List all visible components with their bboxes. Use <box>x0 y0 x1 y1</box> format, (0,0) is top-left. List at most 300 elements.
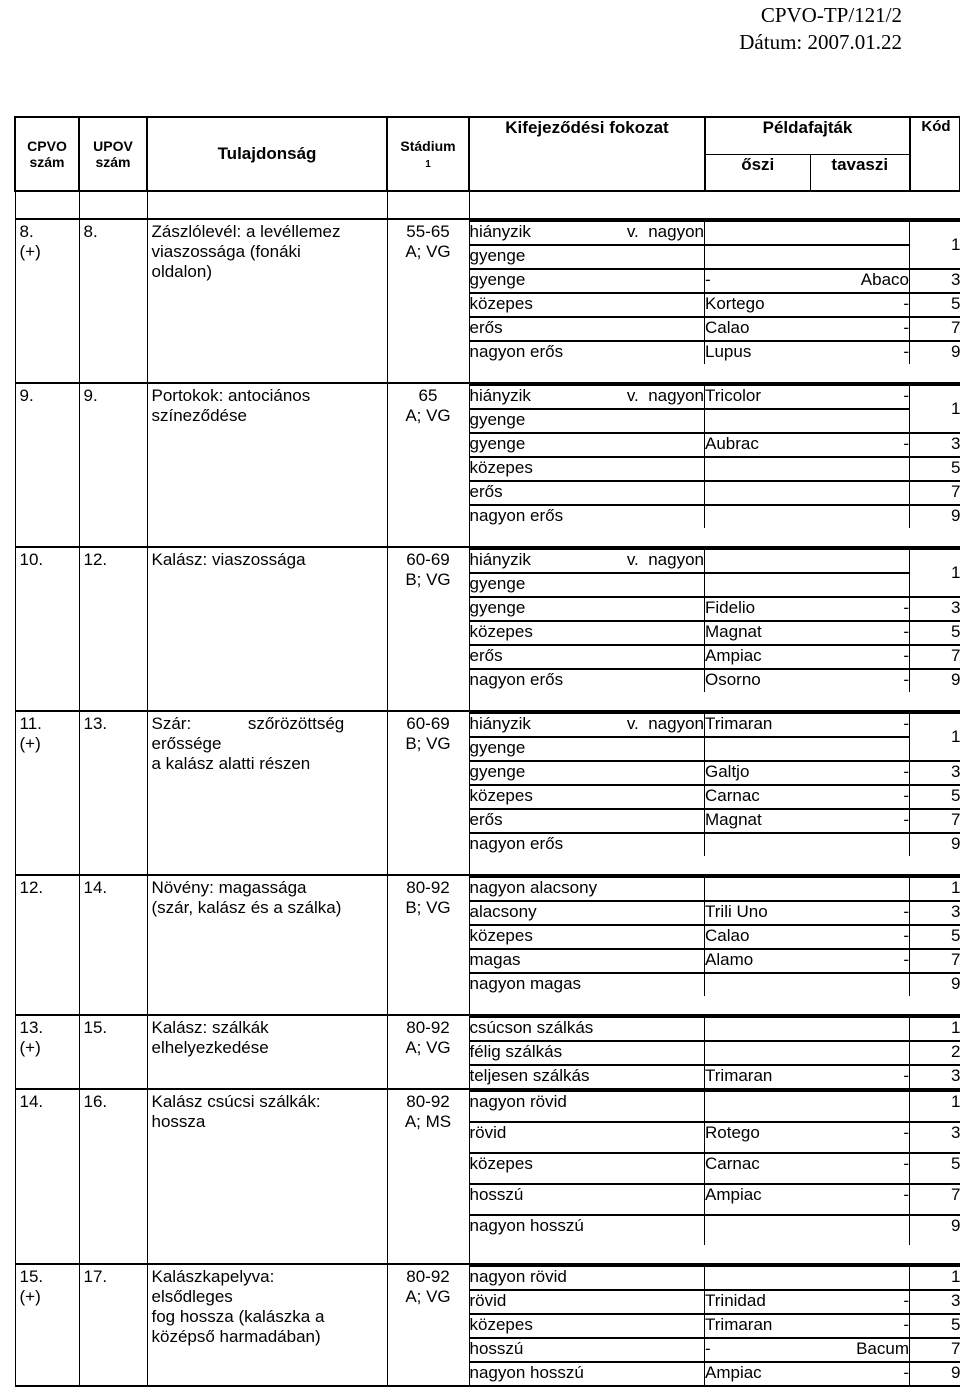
example-autumn: Galtjo <box>705 761 810 785</box>
example-autumn <box>705 457 810 481</box>
expression-level-cont <box>470 409 960 433</box>
row-spacer <box>15 692 960 711</box>
example-autumn: Ampiac <box>705 645 810 669</box>
document-date: Dátum: 2007.01.22 <box>739 29 902 56</box>
characteristic-row <box>15 383 960 528</box>
example-spring: - <box>810 1065 910 1088</box>
expression-table <box>470 220 960 364</box>
example-spring <box>810 221 910 245</box>
example-spring: - <box>810 925 910 949</box>
expression-level <box>470 925 960 949</box>
expression-level <box>470 1122 960 1153</box>
col-header-stage <box>387 117 469 191</box>
example-spring: - <box>810 621 910 645</box>
expression-level <box>470 221 960 245</box>
spacer-cell <box>147 364 387 383</box>
expression-label: rövid <box>470 1290 705 1314</box>
property-line: Portokok: antociános <box>152 386 383 406</box>
upov-number-cell <box>79 219 147 364</box>
col-header-expression: Kifejeződési fokozat <box>470 118 705 190</box>
note-code: 9 <box>910 505 960 528</box>
property-cell <box>147 547 387 692</box>
expression-label: gyenge <box>470 433 705 457</box>
expression-label: nagyon alacsony <box>470 877 705 901</box>
note-code: 7 <box>910 949 960 973</box>
characteristics-table <box>14 116 960 1387</box>
expression-table <box>470 384 960 528</box>
example-spring <box>810 1017 910 1041</box>
example-spring: - <box>810 713 910 737</box>
stage-cell <box>387 547 469 692</box>
example-spring-empty <box>810 737 910 761</box>
example-autumn: Tricolor <box>705 385 810 409</box>
cpvo-number-cell <box>15 711 79 856</box>
spacer-cell <box>147 996 387 1015</box>
property-line: fog hossza (kalászka a <box>152 1307 383 1327</box>
col-header-cpvo <box>15 117 79 191</box>
example-autumn: Lupus <box>705 341 810 364</box>
col-header-upov <box>79 117 147 191</box>
example-autumn: - <box>705 1338 810 1362</box>
example-autumn <box>705 1215 810 1245</box>
expression-label: közepes <box>470 293 705 317</box>
example-autumn-empty <box>705 409 810 433</box>
expression-level <box>470 1017 960 1041</box>
upov-number-cell <box>79 1089 147 1245</box>
spacer-cell <box>79 856 147 875</box>
col-header-cpvo-l1: CPVO <box>16 138 78 154</box>
stage-cell <box>387 383 469 528</box>
spacer-cell <box>469 996 960 1015</box>
example-spring: - <box>810 949 910 973</box>
expression-label-cont: gyenge <box>470 573 705 597</box>
example-autumn-empty <box>705 573 810 597</box>
characteristic-row <box>15 875 960 996</box>
expression-label <box>470 549 705 573</box>
note-code: 1 <box>910 221 960 269</box>
col-header-code: Kód <box>910 118 960 190</box>
note-code: 7 <box>910 481 960 505</box>
expression-level <box>470 433 960 457</box>
example-spring <box>810 877 910 901</box>
spacer-cell <box>79 528 147 547</box>
spacer-cell <box>147 692 387 711</box>
example-spring <box>810 973 910 996</box>
note-code: 3 <box>910 433 960 457</box>
expression-level <box>470 1338 960 1362</box>
expression-level-cont <box>470 737 960 761</box>
expression-label: hosszú <box>470 1184 705 1215</box>
example-autumn-empty <box>705 245 810 269</box>
document-code: CPVO-TP/121/2 <box>739 2 902 29</box>
spacer-cell <box>147 528 387 547</box>
example-spring-empty <box>810 409 910 433</box>
expression-level <box>470 761 960 785</box>
example-spring: Bacum <box>810 1338 910 1362</box>
note-code: 9 <box>910 833 960 856</box>
expression-cell <box>469 711 960 856</box>
example-autumn: Magnat <box>705 809 810 833</box>
expression-level <box>470 1266 960 1290</box>
explanation-marker: (+) <box>20 1038 75 1058</box>
example-spring: - <box>810 645 910 669</box>
expression-cell <box>469 1015 960 1089</box>
note-code: 1 <box>910 1091 960 1122</box>
example-spring: - <box>810 785 910 809</box>
example-autumn: Magnat <box>705 621 810 645</box>
note-code: 1 <box>910 877 960 901</box>
note-code: 5 <box>910 1314 960 1338</box>
spacer-cell <box>469 364 960 383</box>
property-cell <box>147 875 387 996</box>
expression-level <box>470 1215 960 1245</box>
expression-label: magas <box>470 949 705 973</box>
upov-number: 9. <box>84 386 143 406</box>
property-cell <box>147 383 387 528</box>
expression-level <box>470 1184 960 1215</box>
example-spring: - <box>810 1122 910 1153</box>
characteristic-row <box>15 1264 960 1386</box>
spacer-cell <box>387 996 469 1015</box>
expression-label: alacsony <box>470 901 705 925</box>
col-header-property <box>147 117 387 191</box>
example-spring: - <box>810 1362 910 1385</box>
example-spring: - <box>810 1290 910 1314</box>
expression-level <box>470 713 960 737</box>
expression-label: hosszú <box>470 1338 705 1362</box>
expression-label-cont: gyenge <box>470 409 705 433</box>
property-line: Kalász: viaszossága <box>152 550 383 570</box>
expression-word: v. nagyon <box>627 386 704 406</box>
spacer-cell <box>387 856 469 875</box>
upov-number: 12. <box>84 550 143 570</box>
example-spring: - <box>810 669 910 692</box>
expression-cell <box>469 875 960 996</box>
expression-level <box>470 645 960 669</box>
example-spring: - <box>810 1314 910 1338</box>
expression-label <box>470 713 705 737</box>
example-spring <box>810 1215 910 1245</box>
spacer-cell <box>15 528 79 547</box>
row-spacer <box>15 528 960 547</box>
expression-label-spread <box>470 386 705 406</box>
spacer-cell <box>387 528 469 547</box>
note-code: 3 <box>910 1122 960 1153</box>
example-autumn: Fidelio <box>705 597 810 621</box>
characteristic-row <box>15 1015 960 1089</box>
stage-cell <box>387 1015 469 1089</box>
expression-level <box>470 621 960 645</box>
expression-table <box>470 1090 960 1245</box>
note-code: 3 <box>910 761 960 785</box>
stage-line: B; VG <box>392 734 465 754</box>
upov-number: 14. <box>84 878 143 898</box>
cpvo-number-cell <box>15 1264 79 1386</box>
expression-label: gyenge <box>470 761 705 785</box>
expression-label: gyenge <box>470 597 705 621</box>
example-spring <box>810 1091 910 1122</box>
expression-label: félig szálkás <box>470 1041 705 1065</box>
property-line: a kalász alatti részen <box>152 754 383 774</box>
cpvo-number: 14. <box>20 1092 75 1112</box>
example-autumn: Ampiac <box>705 1184 810 1215</box>
expression-label: csúcson szálkás <box>470 1017 705 1041</box>
expression-label: közepes <box>470 457 705 481</box>
property-cell <box>147 711 387 856</box>
example-spring: - <box>810 293 910 317</box>
property-cell <box>147 219 387 364</box>
example-autumn: - <box>705 269 810 293</box>
expression-label: nagyon rövid <box>470 1266 705 1290</box>
stage-line: A; VG <box>392 242 465 262</box>
cpvo-number: 10. <box>20 550 75 570</box>
example-autumn <box>705 1041 810 1065</box>
expression-level <box>470 877 960 901</box>
property-cell <box>147 1089 387 1245</box>
example-autumn: Aubrac <box>705 433 810 457</box>
stage-cell <box>387 875 469 996</box>
expression-label: erős <box>470 317 705 341</box>
stage-line: B; VG <box>392 570 465 590</box>
property-line: elhelyezkedése <box>152 1038 383 1058</box>
expression-level <box>470 901 960 925</box>
example-spring <box>810 1266 910 1290</box>
property-line: viaszossága (fonáki <box>152 242 383 262</box>
upov-number-cell <box>79 875 147 996</box>
characteristic-row <box>15 1089 960 1245</box>
col-header-upov-l2: szám <box>80 154 146 170</box>
example-autumn: Calao <box>705 925 810 949</box>
expression-label <box>470 221 705 245</box>
expression-level-cont <box>470 245 960 269</box>
example-autumn: Trimaran <box>705 713 810 737</box>
expression-level <box>470 1041 960 1065</box>
example-autumn: Kortego <box>705 293 810 317</box>
expression-word: hiányzik <box>470 222 531 242</box>
stage-line: 80-92 <box>392 1092 465 1112</box>
expression-level <box>470 1362 960 1385</box>
note-code: 9 <box>910 973 960 996</box>
row-spacer <box>15 996 960 1015</box>
example-autumn: Rotego <box>705 1122 810 1153</box>
col-header-stage-label: Stádium <box>400 138 455 154</box>
example-autumn: Trimaran <box>705 1065 810 1088</box>
spacer-cell <box>79 996 147 1015</box>
stage-line: A; VG <box>392 1287 465 1307</box>
stage-line: 60-69 <box>392 714 465 734</box>
expression-label: nagyon erős <box>470 505 705 528</box>
col-header-examples: Példafajták <box>705 118 910 154</box>
note-code: 5 <box>910 293 960 317</box>
row-spacer <box>15 364 960 383</box>
stage-line: 80-92 <box>392 1267 465 1287</box>
expression-cell <box>469 383 960 528</box>
expression-word: hiányzik <box>470 550 531 570</box>
cpvo-number: 13. <box>20 1018 75 1038</box>
spacer-cell <box>15 364 79 383</box>
expression-label: nagyon erős <box>470 669 705 692</box>
expression-word: v. nagyon <box>627 222 704 242</box>
expression-level <box>470 1153 960 1184</box>
explanation-marker: (+) <box>20 1287 75 1307</box>
stage-line: A; VG <box>392 406 465 426</box>
expression-level <box>470 385 960 409</box>
property-line: Zászlólevél: a levéllemez <box>152 222 383 242</box>
expression-label: rövid <box>470 1122 705 1153</box>
expression-label: nagyon hosszú <box>470 1215 705 1245</box>
spacer-cell <box>469 856 960 875</box>
example-spring: - <box>810 317 910 341</box>
expression-label-spread <box>470 714 705 734</box>
expression-word: hiányzik <box>470 386 531 406</box>
example-spring-empty <box>810 245 910 269</box>
example-spring: Abaco <box>810 269 910 293</box>
cpvo-number-cell <box>15 383 79 528</box>
note-code: 5 <box>910 457 960 481</box>
example-autumn: Trinidad <box>705 1290 810 1314</box>
expression-table <box>470 548 960 692</box>
example-autumn <box>705 877 810 901</box>
expression-level <box>470 833 960 856</box>
cpvo-number: 9. <box>20 386 75 406</box>
stage-line: A; VG <box>392 1038 465 1058</box>
example-spring <box>810 549 910 573</box>
expression-label-spread <box>470 222 705 242</box>
note-code: 9 <box>910 1215 960 1245</box>
example-autumn: Trimaran <box>705 1314 810 1338</box>
example-spring: - <box>810 341 910 364</box>
note-code: 3 <box>910 597 960 621</box>
example-autumn <box>705 1266 810 1290</box>
example-spring <box>810 457 910 481</box>
upov-number: 17. <box>84 1267 143 1287</box>
col-header-stage-footnote: 1 <box>425 159 431 170</box>
expression-label: közepes <box>470 785 705 809</box>
example-autumn: Calao <box>705 317 810 341</box>
example-spring: - <box>810 385 910 409</box>
stage-cell <box>387 1089 469 1245</box>
expression-label: közepes <box>470 1314 705 1338</box>
example-autumn <box>705 549 810 573</box>
example-spring <box>810 833 910 856</box>
expression-level <box>470 949 960 973</box>
expression-table <box>470 712 960 856</box>
expression-label: gyenge <box>470 269 705 293</box>
expression-label-cont: gyenge <box>470 245 705 269</box>
upov-number-cell <box>79 547 147 692</box>
expression-cell <box>469 547 960 692</box>
upov-number: 16. <box>84 1092 143 1112</box>
cpvo-number: 11. <box>20 714 75 734</box>
note-code: 3 <box>910 269 960 293</box>
expression-label-cont: gyenge <box>470 737 705 761</box>
stage-line: 60-69 <box>392 550 465 570</box>
example-spring: - <box>810 901 910 925</box>
note-code: 1 <box>910 385 960 433</box>
note-code: 7 <box>910 1338 960 1362</box>
property-line: Kalászkapelyva: <box>152 1267 383 1287</box>
stage-line: 80-92 <box>392 1018 465 1038</box>
expression-level <box>470 1290 960 1314</box>
property-line: elsődleges <box>152 1287 383 1307</box>
expression-level <box>470 269 960 293</box>
note-code: 7 <box>910 645 960 669</box>
spacer-cell <box>15 692 79 711</box>
expression-word: v. nagyon <box>627 550 704 570</box>
note-code: 1 <box>910 713 960 761</box>
cpvo-number: 8. <box>20 222 75 242</box>
spacer-cell <box>147 856 387 875</box>
expression-level <box>470 1091 960 1122</box>
cpvo-number-cell <box>15 1015 79 1089</box>
example-autumn: Carnac <box>705 785 810 809</box>
example-spring: - <box>810 597 910 621</box>
note-code: 9 <box>910 669 960 692</box>
spacer-cell <box>469 692 960 711</box>
expression-label: nagyon erős <box>470 833 705 856</box>
expression-level <box>470 597 960 621</box>
expression-level <box>470 785 960 809</box>
expression-level <box>470 481 960 505</box>
characteristic-row <box>15 219 960 364</box>
property-line: (szár, kalász és a szálka) <box>152 898 383 918</box>
explanation-marker: (+) <box>20 734 75 754</box>
cpvo-number-cell <box>15 547 79 692</box>
property-line: oldalon) <box>152 262 383 282</box>
expression-cell <box>469 219 960 364</box>
example-autumn <box>705 481 810 505</box>
col-header-cpvo-l2: szám <box>16 154 78 170</box>
note-code: 3 <box>910 1065 960 1088</box>
expression-level <box>470 317 960 341</box>
cpvo-number: 15. <box>20 1267 75 1287</box>
example-spring <box>810 505 910 528</box>
document-header <box>739 2 902 56</box>
expression-level <box>470 341 960 364</box>
note-code: 7 <box>910 317 960 341</box>
example-spring-empty <box>810 573 910 597</box>
stage-line: 55-65 <box>392 222 465 242</box>
example-autumn: Carnac <box>705 1153 810 1184</box>
upov-number: 13. <box>84 714 143 734</box>
expression-cell <box>469 1089 960 1245</box>
note-code: 9 <box>910 341 960 364</box>
stage-cell <box>387 711 469 856</box>
expression-table <box>470 876 960 996</box>
expression-level <box>470 505 960 528</box>
upov-number-cell <box>79 711 147 856</box>
expression-word: hiányzik <box>470 714 531 734</box>
example-autumn <box>705 505 810 528</box>
expression-label: közepes <box>470 621 705 645</box>
expression-level-cont <box>470 573 960 597</box>
spacer-cell <box>79 364 147 383</box>
example-autumn <box>705 833 810 856</box>
note-code: 1 <box>910 1017 960 1041</box>
example-spring: - <box>810 433 910 457</box>
note-code: 5 <box>910 925 960 949</box>
expression-label <box>470 385 705 409</box>
example-spring: - <box>810 1153 910 1184</box>
cpvo-number-cell <box>15 219 79 364</box>
expression-label: erős <box>470 481 705 505</box>
expression-level <box>470 973 960 996</box>
property-cell <box>147 1015 387 1089</box>
stage-line: 65 <box>392 386 465 406</box>
note-code: 3 <box>910 901 960 925</box>
col-header-expression-group <box>469 117 960 191</box>
upov-number-cell <box>79 1264 147 1386</box>
